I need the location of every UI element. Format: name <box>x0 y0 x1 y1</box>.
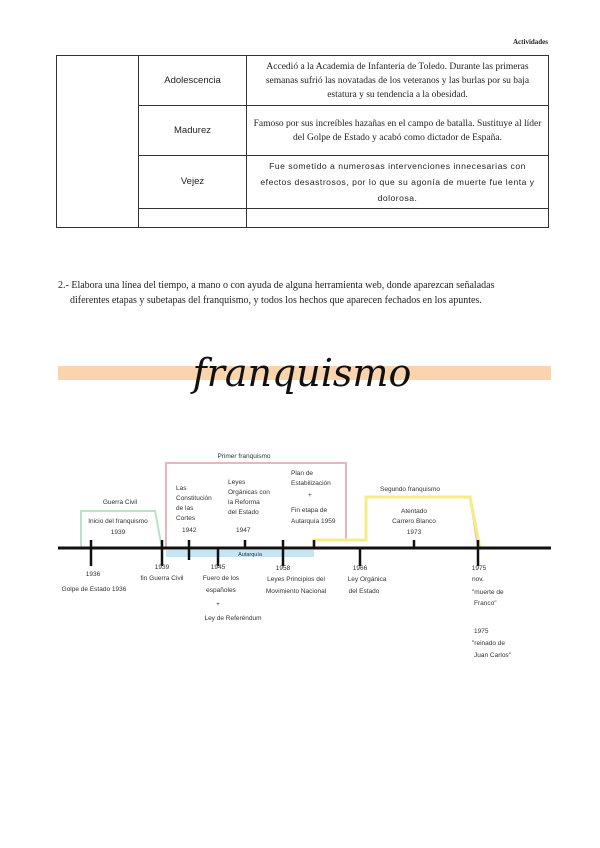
guerra-civil-label: Guerra Civil <box>102 499 138 506</box>
svg-text:del Estado: del Estado <box>348 588 380 595</box>
svg-text:del Estado: del Estado <box>228 509 259 516</box>
svg-text:Carrero Blanco: Carrero Blanco <box>392 518 436 525</box>
guerra-civil-year: 1939 <box>110 529 126 536</box>
event-1936 <box>62 571 127 593</box>
svg-text:1966: 1966 <box>352 565 368 572</box>
stage-cell: Adolescencia <box>139 56 247 106</box>
svg-text:1975: 1975 <box>474 628 489 635</box>
event-1945 <box>203 564 262 622</box>
timeline-title: franquismo <box>192 351 412 395</box>
svg-text:1958: 1958 <box>275 565 291 572</box>
description-cell: Fue sometido a numerosas intervenciones innecesarias con efectos desastrosos, por lo que su agonía de muerte fue lenta y dolorosa. <box>247 156 549 209</box>
autarquia-label: Autarquía <box>238 552 262 558</box>
segundo-franquismo-label: Segundo franquismo <box>380 486 440 493</box>
svg-text:Ley Orgánica: Ley Orgánica <box>347 576 387 583</box>
svg-text:Atentado: Atentado <box>400 508 428 515</box>
stage-cell: Vejez <box>139 156 247 209</box>
svg-text:de las: de las <box>176 505 194 512</box>
svg-text:Ley de Referéndum: Ley de Referéndum <box>204 615 262 622</box>
svg-text:Leyes Principios del: Leyes Principios del <box>267 576 325 583</box>
primer-franquismo-label: Primer franquismo <box>217 453 271 460</box>
svg-text:Fuero de los: Fuero de los <box>202 575 240 582</box>
activity-line-2: diferentes etapas y subetapas del franquismo, y todos los hechos que aparecen fechados en los apuntes. <box>70 295 482 306</box>
svg-text:1947: 1947 <box>236 527 251 534</box>
svg-text:la Reforma: la Reforma <box>228 499 260 506</box>
event-1939 <box>141 564 185 582</box>
svg-text:Golpe de Estado 1936: Golpe de Estado 1936 <box>61 586 127 593</box>
svg-text:1939: 1939 <box>154 564 170 571</box>
svg-text:fin Guerra Civil: fin Guerra Civil <box>140 575 184 582</box>
svg-text:"reinado de: "reinado de <box>472 640 506 647</box>
svg-text:Plan de: Plan de <box>291 470 314 477</box>
svg-text:Las: Las <box>176 485 187 492</box>
svg-text:1945: 1945 <box>210 564 226 571</box>
svg-text:1975: 1975 <box>471 565 487 572</box>
svg-text:1942: 1942 <box>182 527 197 534</box>
event-1959 <box>291 470 336 525</box>
stage-cell: Madurez <box>139 106 247 156</box>
event-1973 <box>392 508 436 536</box>
event-1947 <box>228 479 270 534</box>
svg-text:Fin etapa de: Fin etapa de <box>291 507 328 514</box>
svg-text:Movimiento Nacional: Movimiento Nacional <box>265 588 327 595</box>
svg-text:+: + <box>216 601 220 608</box>
svg-text:Autarquía 1959: Autarquía 1959 <box>291 518 336 525</box>
svg-text:Constitución: Constitución <box>176 495 212 502</box>
svg-text:Orgánicas con: Orgánicas con <box>228 489 270 496</box>
description-cell: Famoso por sus increíbles hazañas en el campo de batalla. Sustituye al líder del Golpe de Estado y acabó como dictador de España. <box>247 106 549 156</box>
svg-text:"muerte de: "muerte de <box>472 589 504 596</box>
description-cell: Accedió a la Academia de Infantería de Toledo. Durante las primeras semanas sufrió las novatadas de los veteranos y las burlas por su baja estatura y su tendencia a la obesidad. <box>247 56 549 106</box>
page-header-label: Actividades <box>513 38 548 46</box>
svg-text:Franco": Franco" <box>474 600 497 607</box>
svg-text:Estabilización: Estabilización <box>291 480 331 487</box>
primer-franquismo-box <box>166 463 478 548</box>
svg-text:Cortes: Cortes <box>176 515 196 522</box>
event-1975 <box>472 565 512 659</box>
svg-text:españoles: españoles <box>206 587 236 594</box>
svg-text:Leyes: Leyes <box>228 479 246 486</box>
event-1966 <box>348 565 387 595</box>
svg-text:+: + <box>308 492 312 499</box>
svg-text:1973: 1973 <box>406 529 422 536</box>
svg-text:1936: 1936 <box>85 571 101 578</box>
svg-text:Juan Carlos": Juan Carlos" <box>474 652 511 659</box>
svg-text:nov.: nov. <box>472 576 484 583</box>
event-1942 <box>176 485 212 534</box>
guerra-civil-text: Inicio del franquismo <box>88 518 148 525</box>
event-1958 <box>266 565 327 595</box>
activity-line-1: 2.- Elabora una línea del tiempo, a mano o con ayuda de alguna herramienta web, donde aparezcan señaladas <box>58 280 495 291</box>
